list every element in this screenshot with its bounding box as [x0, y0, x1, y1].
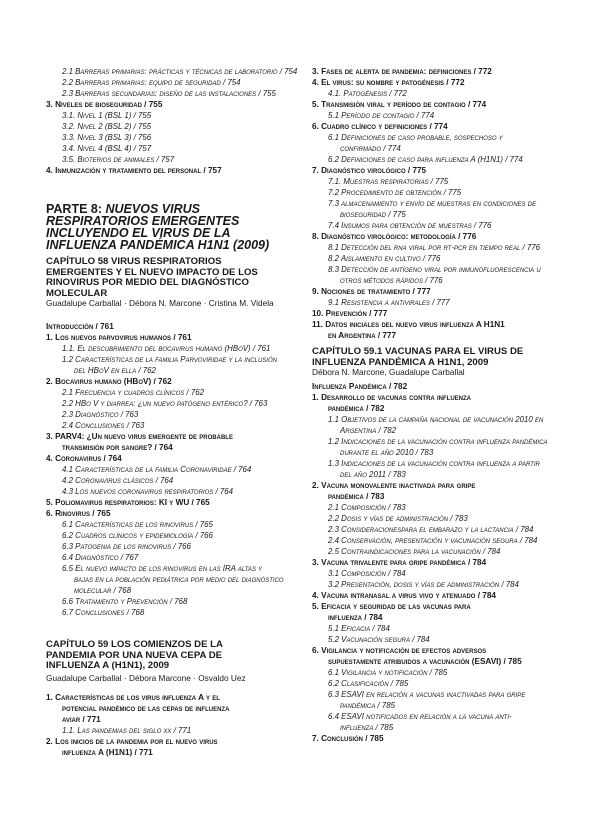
toc-entry: 4. Inmunización y tratamiento del personal / 757 [46, 166, 222, 175]
toc-subentry: 3.1. Nivel 1 (BSL 1) / 755 [62, 111, 152, 120]
toc-subentry: 1.1. El descubrimiento del bocavirus humano (HBoV) / 761 [62, 344, 271, 353]
toc-subentry: 4.1. Patogénesis / 772 [328, 89, 407, 98]
toc-subentry: del HBoV en ella / 762 [74, 366, 156, 375]
chapter-58-title: CAPÍTULO 58 VIRUS RESPIRATORIOS EMERGENTES Y EL NUEVO IMPACTO DE LOS RINOVIRUS POR MEDIO DEL DIAGNÓSTICO MOLECULAR [46, 256, 258, 299]
toc-subentry: 5.1 Eficacia / 784 [328, 624, 390, 633]
toc-entry: 6. Rinovirus / 765 [46, 509, 111, 518]
toc-subentry: 6.4 Diagnóstico / 767 [62, 553, 139, 562]
toc-subentry: 6.2 Clasificación / 785 [328, 679, 409, 688]
toc-subentry: 1.2 Indicaciones de la vacunación contra influenza pandémica [328, 437, 548, 446]
toc-subentry: 3.3. Nivel 3 (BSL 3) / 756 [62, 133, 152, 142]
toc-entry: 1. Desarrollo de vacunas contra influenza [312, 393, 472, 402]
toc-subentry: 7.2 Procedimiento de obtención / 775 [328, 188, 462, 197]
chapter-59-1-authors: Débora N. Marcone, Guadalupe Carballal [312, 367, 465, 377]
toc-entry: pandémica / 782 [328, 404, 385, 413]
toc-subentry: confirmado / 774 [340, 144, 401, 153]
toc-subentry: 2.1 Composición / 783 [328, 503, 406, 512]
toc-subentry: 3.1 Composición / 784 [328, 569, 406, 578]
toc-entry: 4. Coronavirus / 764 [46, 454, 122, 463]
toc-subentry: 3.5. Bioterios de animales / 757 [62, 155, 175, 164]
toc-subentry: molecular / 768 [74, 586, 132, 595]
toc-entry: 10. Prevención / 777 [312, 309, 388, 318]
toc-subentry: bioseguridad / 775 [340, 210, 406, 219]
toc-entry: 9. Nociones de tratamiento / 777 [312, 287, 431, 296]
toc-subentry: 3.2. Nivel 2 (BSL 2) / 755 [62, 122, 152, 131]
toc-entry: 3. PARV4: ¿Un nuevo virus emergente de probable [46, 432, 233, 441]
toc-entry: 7. Diagnóstico virológico / 775 [312, 166, 427, 175]
toc-subentry: 2.4 Conservación, presentación y vacunación segura / 784 [328, 536, 538, 545]
toc-subentry: 9.1 Resistencia a antivirales / 777 [328, 298, 450, 307]
toc-subentry: 6.7 Conclusiones / 768 [62, 608, 145, 617]
chapter-58-intro: Introducción / 761 [46, 322, 114, 331]
toc-subentry: 4.3 Los nuevos coronavirus respiratorios / 764 [62, 487, 234, 496]
toc-entry: 11. Datos iniciales del nuevo virus influenza A H1N1 [312, 320, 505, 329]
toc-entry: 3. Niveles de bioseguridad / 755 [46, 100, 163, 109]
toc-subentry: 6.4 ESAVI notificados en relación a la vacuna anti- [328, 712, 512, 721]
toc-entry: 7. Conclusión / 785 [312, 734, 384, 743]
toc-entry: aviar / 771 [62, 715, 101, 724]
toc-entry: potencial pandémico de las cepas de influenza [62, 704, 230, 713]
toc-subentry: 6.6 Tratamiento y Prevención / 768 [62, 597, 188, 606]
toc-subentry: 5.1 Período de contagio / 774 [328, 111, 435, 120]
toc-entry: 6. Cuadro clínico y definiciones / 774 [312, 122, 448, 131]
toc-subentry: 2.4 Conclusiones / 763 [62, 421, 145, 430]
toc-subentry: 2.5 Contraindicaciones para la vacunación / 784 [328, 547, 501, 556]
toc-subentry: 1.1 Objetivos de la campaña nacional de vacunación 2010 en [328, 415, 544, 424]
toc-entry: influenza A (H1N1) / 771 [62, 748, 153, 757]
part-title: PARTE 8: NUEVOS VIRUS RESPIRATORIOS EMERGENTES INCLUYENDO EL VIRUS DE LA INFLUENZA PANDÉMICA H1N1 (2009) [46, 202, 270, 252]
chapter-59-authors: Guadalupe Carballal · Débora Marcone · Osvaldo Uez [46, 673, 246, 683]
toc-entry: 1. Los nuevos parvovirus humanos / 761 [46, 333, 192, 342]
toc-subentry: 7.1. Muestras respiratorias / 775 [328, 177, 449, 186]
toc-entry: 2. Los inicios de la pandemia por el nuevo virus [46, 737, 218, 746]
toc-subentry: 1.1. Las pandemias del siglo xx / 771 [62, 726, 192, 735]
toc-subentry: 3.2 Presentación, dosis y vías de administración / 784 [328, 580, 519, 589]
toc-entry: transmisión por sangre? / 764 [62, 443, 173, 452]
toc-subentry: 7.3 almacenamiento y envío de muestras en condiciones de [328, 199, 537, 208]
toc-subentry: 4.2 Coronavirus clásicos / 764 [62, 476, 174, 485]
toc-entry: 4. El virus: su nombre y patogénesis / 772 [312, 78, 465, 87]
toc-entry: 1. Características de los virus influenza A y el [46, 693, 220, 702]
toc-subentry: 6.5 El nuevo impacto de los rinovirus en las IRA altas y [62, 564, 263, 573]
toc-entry: supuestamente atribuidos a vacunación (ESAVI) / 785 [328, 657, 522, 666]
toc-subentry: 6.1 Características de los rinovirus / 765 [62, 520, 213, 529]
toc-subentry: del año 2011 / 783 [340, 470, 406, 479]
chapter-59-title: CAPÍTULO 59 LOS COMIENZOS DE LA PANDEMIA POR UNA NUEVA CEPA DE INFLUENZA A (H1N1), 2009 [46, 639, 223, 671]
toc-subentry: 6.1 Vigilancia y notificación / 785 [328, 668, 448, 677]
toc-entry: 5. Eficacia y seguridad de las vacunas para [312, 602, 471, 611]
toc-subentry: 2.3 Barreras secundarias: diseño de las instalaciones / 755 [62, 89, 276, 98]
toc-subentry: 2.3 Diagnóstico / 763 [62, 410, 139, 419]
chapter-59-1-title: CAPÍTULO 59.1 VACUNAS PARA EL VIRUS DE INFLUENZA PANDÉMICA A H1N1, 2009 [312, 346, 524, 368]
toc-entry: Influenza Pandémica / 782 [312, 382, 408, 391]
toc-subentry: 2.1 Barreras primarias: prácticas y técnicas de laboratorio / 754 [62, 67, 298, 76]
toc-subentry: 8.1 Detección del rna viral por rt-pcr en tiempo real / 776 [328, 243, 541, 252]
toc-entry: influenza / 784 [328, 613, 383, 622]
toc-entry: pandémica / 783 [328, 492, 385, 501]
toc-entry: 4. Vacuna intranasal a virus vivo y atenuado / 784 [312, 591, 496, 600]
toc-entry: 2. Vacuna monovalente inactivada para gripe [312, 481, 476, 490]
toc-subentry: 6.3 Patogenia de los rinovirus / 766 [62, 542, 191, 551]
toc-entry: en Argentina / 777 [328, 331, 397, 340]
toc-subentry: durante el año 2010 / 783 [340, 448, 434, 457]
toc-subentry: 2.2 HBo V y diarrea: ¿un nuevo patógeno entérico? / 763 [62, 399, 268, 408]
toc-subentry: Argentina / 782 [340, 426, 397, 435]
toc-subentry: 4.1 Características de la familia Coronaviridae / 764 [62, 465, 252, 474]
toc-subentry: 6.2 Definiciones de caso para influenza A (H1N1) / 774 [328, 155, 523, 164]
toc-subentry: 2.3 Consideracionespara el embarazo y la lactancia / 784 [328, 525, 534, 534]
toc-subentry: otros métodos rápidos / 776 [340, 276, 443, 285]
toc-subentry: 3.4. Nivel 4 (BSL 4) / 757 [62, 144, 152, 153]
toc-subentry: 6.3 ESAVI en relación a vacunas inactivadas para gripe [328, 690, 526, 699]
toc-subentry: 6.1 Definiciones de caso probable, sospechoso y [328, 133, 503, 142]
toc-subentry: 6.2 Cuadros clínicos y epidemiología / 766 [62, 531, 213, 540]
toc-subentry: 2.2 Barreras primarias: equipo de seguridad / 754 [62, 78, 241, 87]
toc-entry: 8. Diagnóstico virológico: metodología / 776 [312, 232, 477, 241]
toc-entry: 6. Vigilancia y notificación de efectos adversos [312, 646, 487, 655]
toc-subentry: pandémica / 785 [340, 701, 395, 710]
toc-subentry: 8.2 Aislamiento en cultivo / 776 [328, 254, 441, 263]
toc-entry: 3. Vacuna trivalente para gripe pandémica / 784 [312, 558, 487, 567]
toc-subentry: bajas en la población pediátrica por medio del diagnóstico [74, 575, 284, 584]
toc-subentry: 5.2 Vacunación segura / 784 [328, 635, 430, 644]
toc-subentry: 8.3 Detección de antígeno viral por inmunofluorescencia u [328, 265, 541, 274]
toc-entry: 2. Bocavirus humano (HBoV) / 762 [46, 377, 172, 386]
chapter-58-authors: Guadalupe Carballal · Débora N. Marcone · Cristina M. Videla [46, 298, 274, 308]
toc-subentry: 1.2 Características de la familia Parvoviridae y la inclusión [62, 355, 277, 364]
toc-subentry: 2.1 Frecuencia y cuadros clínicos / 762 [62, 388, 204, 397]
toc-subentry: influenza / 785 [340, 723, 394, 732]
toc-entry: 3. Fases de alerta de pandemia: definiciones / 772 [312, 67, 492, 76]
toc-entry: 5. Transmisión viral y período de contagio / 774 [312, 100, 487, 109]
toc-subentry: 7.4 Insumos para obtención de muestras / 776 [328, 221, 492, 230]
toc-entry: 5. Poliomavirus respiratorios: KI y WU / 765 [46, 498, 210, 507]
toc-subentry: 2.2 Dosis y vías de administración / 783 [328, 514, 468, 523]
toc-subentry: 1.3 Indicaciones de la vacunación contra influenza a partir [328, 459, 540, 468]
